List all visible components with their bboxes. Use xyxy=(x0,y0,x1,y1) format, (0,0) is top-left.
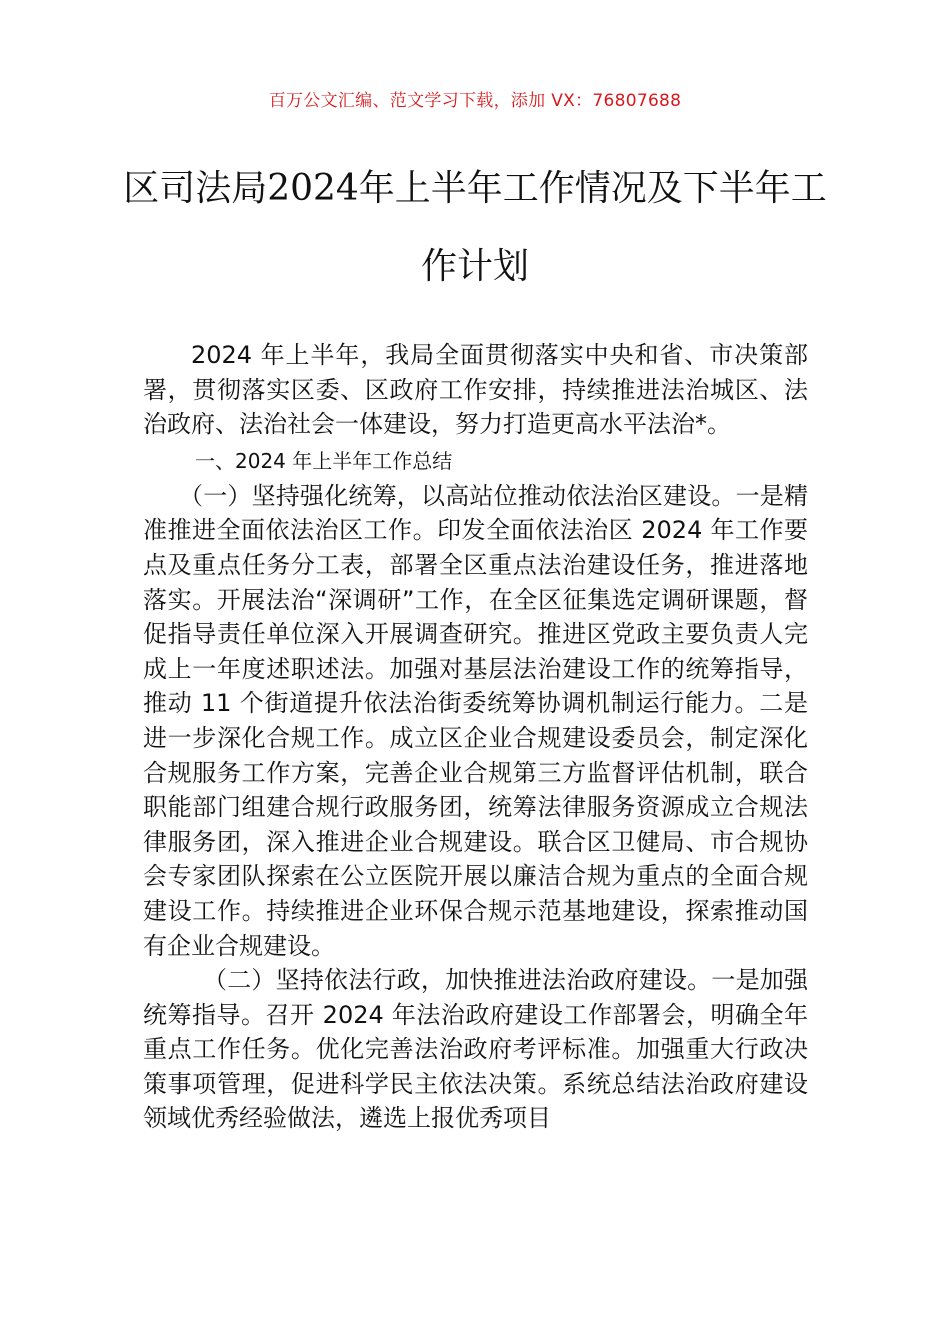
part-one-paragraph: （一）坚持强化统筹，以高站位推动依法治区建设。一是精准推进全面依法治区工作。印发全面依法治区 2024 年工作要点及重点任务分工表，部署全区重点法治建设任务，推进落地落实。开展法治“深调研”工作，在全区征集选定调研课题，督促指导责任单位深入开展调查研究。推进区党政主要负责人完成上一年度述职述法。加强对基层法治建设工作的统筹指导，推动 11 个街道提升依法治街委统筹协调机制运行能力。二是进一步深化合规工作。成立区企业合规建设委员会，制定深化合规服务工作方案，完善企业合规第三方监督评估机制，联合职能部门组建合规行政服务团，统筹法律服务资源成立合规法律服务团，深入推进企业合规建设。联合区卫健局、市合规协会专家团队探索在公立医院开展以廉洁合规为重点的全面合规建设工作。持续推进企业环保合规示范基地建设，探索推动国有企业合规建设。 xyxy=(143,481,808,960)
part-two-paragraph: （二）坚持依法行政，加快推进法治政府建设。一是加强统筹指导。召开 2024 年法治政府建设工作部署会，明确全年重点工作任务。优化完善法治政府考评标准。加强重大行政决策事项管理，促进科学民主依法决策。系统总结法治政府建设领域优秀经验做法，遴选上报优秀项目 xyxy=(143,966,808,1133)
document-body xyxy=(143,338,808,1136)
header-note: 百万公文汇编、范文学习下载，添加 VX：76807688 xyxy=(268,91,682,111)
section-heading: 一、2024 年上半年工作总结 xyxy=(195,448,453,473)
intro-paragraph: 2024 年上半年，我局全面贯彻落实中央和省、市决策部署，贯彻落实区委、区政府工作安排，持续推进法治城区、法治政府、法治社会一体建设，努力打造更高水平法治*。 xyxy=(143,341,808,439)
document-title: 区司法局2024年上半年工作情况及下半年工作计划 xyxy=(123,168,827,287)
